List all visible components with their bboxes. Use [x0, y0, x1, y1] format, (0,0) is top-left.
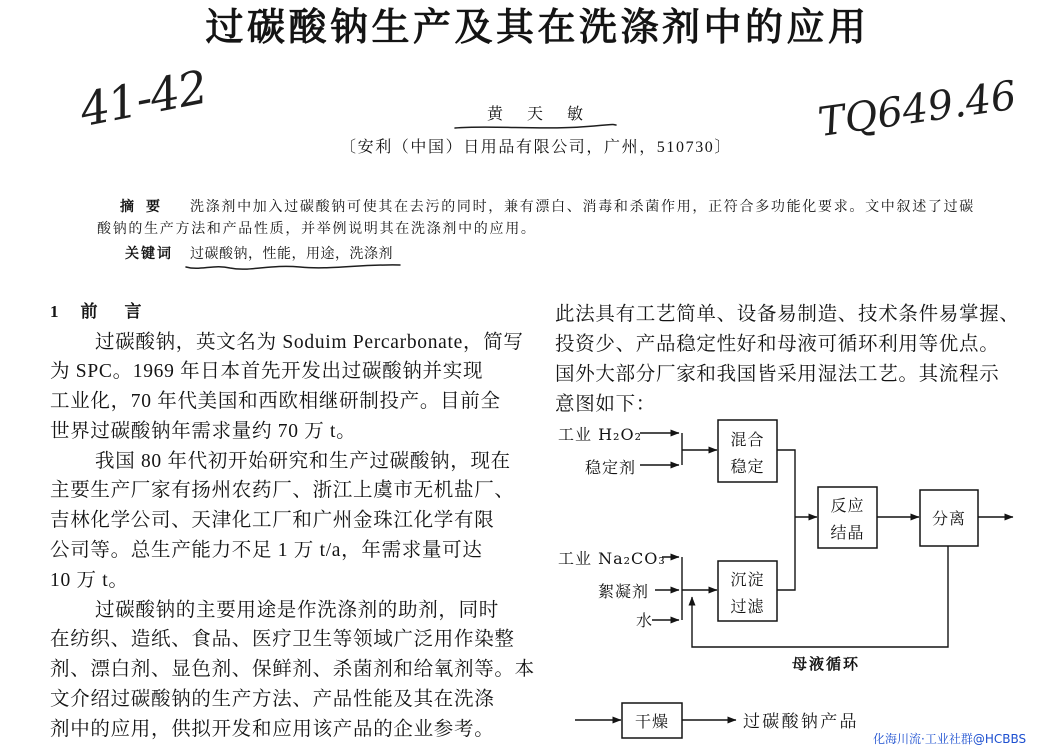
- keywords-label: 关键词: [125, 247, 173, 262]
- process-box-label: 过滤: [730, 597, 765, 616]
- process-box-label: 稳定: [730, 457, 765, 476]
- watermark: 化海川流·工业社群@HCBBS: [873, 732, 1027, 746]
- abstract-label: 摘要: [120, 200, 172, 215]
- body-line: 10 万 t。: [50, 569, 129, 591]
- body-line: 剂中的应用，供拟开发和应用该产品的企业参考。: [50, 718, 495, 740]
- feed-label-stabilizer: 稳定剂: [585, 458, 637, 477]
- paper-title: 过碳酸钠生产及其在洗涤剂中的应用: [205, 5, 870, 49]
- process-box-label: 结晶: [830, 523, 865, 542]
- right-column-body: [555, 300, 1035, 420]
- abstract-text: 洗涤剂中加入过碳酸钠可使其在去污的同时，兼有漂白、消毒和杀菌作用，正符合多功能化要求。文中叙述了过碳: [190, 200, 975, 215]
- body-line: 世界过碳酸钠年需求量约 70 万 t。: [50, 420, 357, 442]
- flow-connector: [777, 450, 795, 590]
- body-line: 此法具有工艺简单、设备易制造、技术条件易掌握、: [555, 304, 1020, 325]
- body-line: 为 SPC。1969 年日本首先开发出过碳酸钠并实现: [50, 361, 484, 383]
- body-line: 剂、漂白剂、显色剂、保鲜剂、杀菌剂和给氧剂等。本: [50, 659, 535, 681]
- section-heading: [50, 298, 147, 326]
- keywords-text: 过碳酸钠，性能，用途，洗涤剂: [190, 247, 393, 262]
- section-number: 1: [50, 302, 59, 321]
- author-name: 黄天敏: [487, 106, 608, 123]
- body-line: 意图如下：: [555, 394, 657, 415]
- body-line: 投资少、产品稳定性好和母液可循环利用等优点。: [555, 334, 1000, 355]
- feed-label-h2o2: 工业 H₂O₂: [558, 425, 642, 444]
- body-line: 工业化，70 年代美国和西欧相继研制投产。目前全: [50, 391, 501, 413]
- section-title: 前 言: [80, 302, 147, 321]
- feed-label-na2co3: 工业 Na₂CO₃: [558, 549, 666, 568]
- process-box-label: 干燥: [634, 712, 670, 731]
- body-line: 过碳酸钠的主要用途是作洗涤剂的助剂，同时: [95, 599, 500, 621]
- process-box-label: 沉淀: [730, 570, 765, 589]
- process-box-label: 混合: [730, 430, 765, 449]
- recycle-label: 母液循环: [792, 655, 861, 673]
- feed-label-flocculant: 絮凝剂: [598, 582, 650, 601]
- handwritten-classification-code: TQ649.46: [815, 72, 1020, 147]
- body-line: 过碳酸钠，英文名为 Soduim Percarbonate，简写: [95, 331, 524, 353]
- body-line: 在纺织、造纸、食品、医疗卫生等领域广泛用作染整: [50, 629, 515, 651]
- author-affiliation: 〔安利（中国）日用品有限公司，广州，510730〕: [340, 139, 733, 156]
- left-column-body: [50, 328, 535, 745]
- handwritten-page-range: 41-42: [75, 59, 212, 138]
- body-line: 主要生产厂家有扬州农药厂、浙江上虞市无机盐厂、: [50, 480, 515, 502]
- process-box-label: 分离: [931, 509, 967, 528]
- keywords-line: [125, 244, 393, 266]
- abstract-line: [120, 197, 975, 219]
- feed-label-water: 水: [636, 611, 654, 630]
- process-flowchart: [548, 410, 1038, 746]
- abstract-text: 酸钠的生产方法和产品性质，并举例说明其在洗涤剂中的应用。: [97, 222, 537, 237]
- body-line: 我国 80 年代初开始研究和生产过碳酸钠，现在: [95, 450, 511, 472]
- product-label: 过碳酸钠产品: [743, 712, 859, 732]
- body-line: 国外大部分厂家和我国皆采用湿法工艺。其流程示: [555, 364, 1000, 385]
- process-box-label: 反应: [830, 496, 865, 515]
- body-line: 文介绍过碳酸钠的生产方法、产品性能及其在洗涤: [50, 689, 495, 711]
- body-line: 吉林化学公司、天津化工厂和广州金珠江化学有限: [50, 510, 495, 532]
- body-line: 公司等。总生产能力不足 1 万 t/a，年需求量可达: [50, 540, 483, 562]
